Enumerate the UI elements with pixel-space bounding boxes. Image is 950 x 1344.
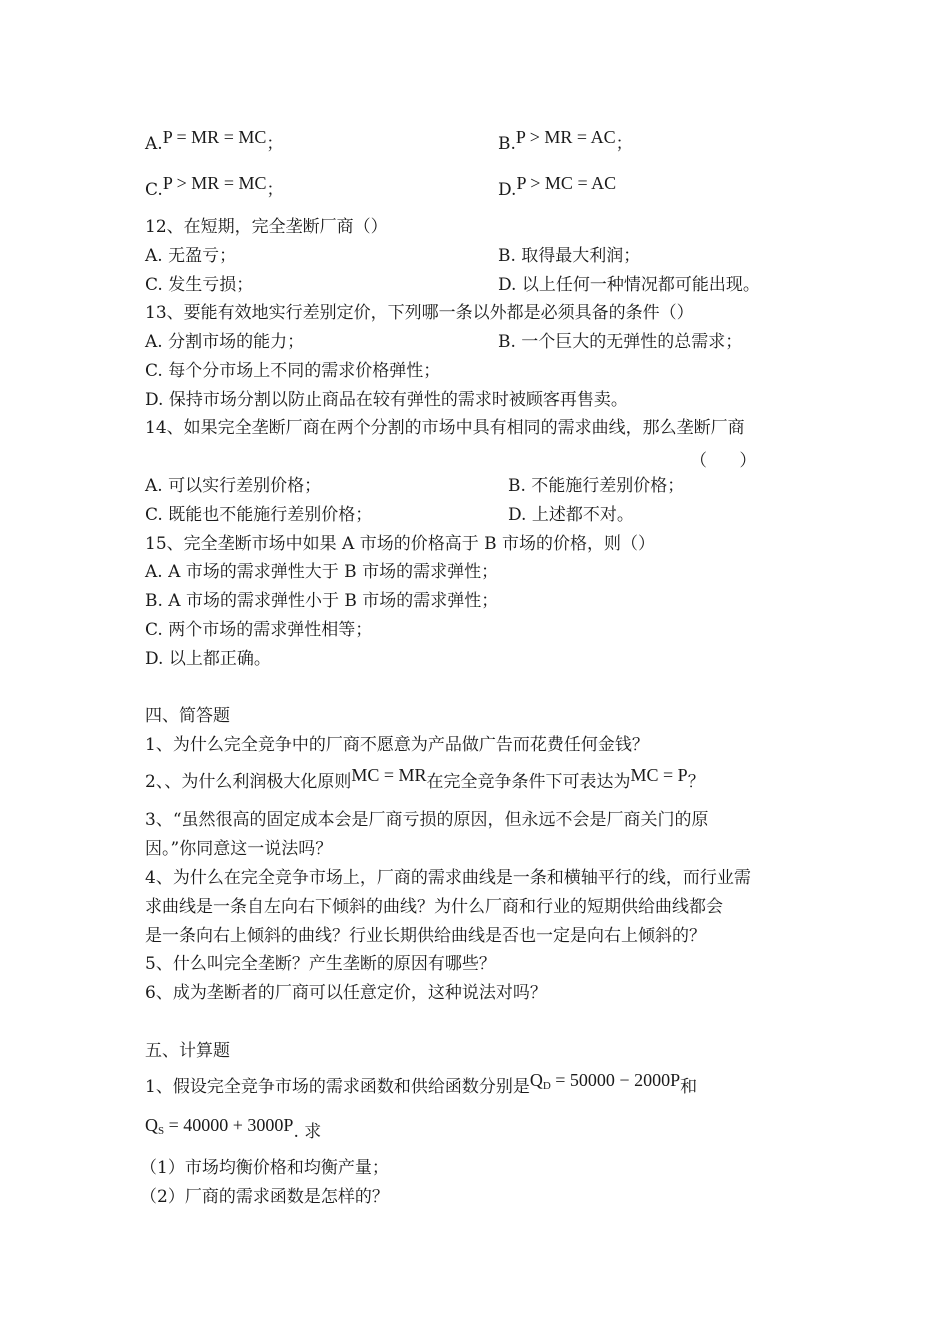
- q12-option-b: B. 取得最大利润；: [498, 246, 641, 266]
- section-5-q1-line2: [145, 1115, 322, 1145]
- section-4-title: 四、简答题: [145, 706, 230, 726]
- section-4-q3-line1: 3、“虽然很高的固定成本会是厂商亏损的原因，但永远不会是厂商关门的原: [145, 810, 709, 830]
- formula: P = MR = MC: [162, 127, 267, 147]
- formula: P > MR = AC: [515, 127, 616, 147]
- q13-option-d: D. 保持市场分割以防止商品在较有弹性的需求时被顾客再售卖。: [145, 390, 628, 410]
- q14-answer-blank: （ ）: [690, 451, 757, 471]
- option-prefix: A.: [145, 134, 163, 154]
- option-suffix: ；: [266, 134, 284, 154]
- formula: MC = P: [630, 765, 688, 785]
- section-4-q1: 1、为什么完全竞争中的厂商不愿意为产品做广告而花费任何金钱？: [145, 735, 649, 755]
- section-4-q4-line2: 求曲线是一条自左向右下倾斜的曲线？为什么厂商和行业的短期供给曲线都会: [145, 897, 723, 917]
- question-text: 和: [680, 1077, 698, 1097]
- section-5-q1-sub2: （2）厂商的需求函数是怎样的？: [140, 1187, 389, 1207]
- q13-option-b: B. 一个巨大的无弹性的总需求；: [498, 332, 743, 352]
- formula: P > MR = MC: [162, 173, 267, 193]
- section-4-q5: 5、什么叫完全垄断？产生垄断的原因有哪些？: [145, 954, 496, 974]
- formula: P > MC = AC: [516, 173, 617, 193]
- q11-option-a: [145, 127, 284, 155]
- formula-symbol: Q: [145, 1115, 158, 1135]
- section-4-q2: [145, 765, 705, 793]
- q14-option-a: A. 可以实行差别价格；: [145, 476, 322, 496]
- q15-option-c: C. 两个市场的需求弹性相等；: [145, 620, 373, 640]
- section-5-q1-line1: [145, 1070, 698, 1100]
- q14-stem: 14、如果完全垄断厂商在两个分割的市场中具有相同的需求曲线，那么垄断厂商: [145, 418, 745, 438]
- formula-subscript: S: [158, 1125, 165, 1137]
- formula-symbol: Q: [529, 1070, 543, 1090]
- q14-option-c: C. 既能也不能施行差别价格；: [145, 505, 373, 525]
- formula-body: = 50000 − 2000P: [550, 1070, 681, 1090]
- section-5-title: 五、计算题: [145, 1041, 230, 1061]
- q13-stem: 13、要能有效地实行差别定价，下列哪一条以外都是必须具备的条件（）: [145, 303, 694, 323]
- option-suffix: ；: [266, 180, 284, 200]
- formula-body: = 40000 + 3000P: [164, 1115, 294, 1135]
- section-4-q4-line3: 是一条向右上倾斜的曲线？行业长期供给曲线是否也一定是向右上倾斜的？: [145, 926, 706, 946]
- q15-option-d: D. 以上都正确。: [145, 649, 271, 669]
- q11-option-c: [145, 173, 284, 201]
- supply-function-formula: [145, 1115, 293, 1135]
- section-5-q1-sub1: （1）市场均衡价格和均衡产量；: [140, 1158, 389, 1178]
- q11-option-b: [498, 127, 633, 155]
- q12-stem: 12、在短期，完全垄断厂商（）: [145, 217, 388, 237]
- option-prefix: D.: [498, 180, 517, 200]
- question-text: 1、假设完全竞争市场的需求函数和供给函数分别是: [145, 1077, 530, 1097]
- q12-option-a: A. 无盈亏；: [145, 246, 237, 266]
- question-text: . 求: [293, 1122, 322, 1142]
- question-text: 2、、为什么利润极大化原则: [145, 772, 352, 792]
- q12-option-c: C. 发生亏损；: [145, 275, 254, 295]
- section-4-q3-line2: 因。”你同意这一说法吗？: [145, 839, 333, 859]
- option-suffix: ；: [615, 134, 633, 154]
- q15-stem: 15、完全垄断市场中如果 A 市场的价格高于 B 市场的价格，则（）: [145, 534, 656, 554]
- q15-option-b: B. A 市场的需求弹性小于 B 市场的需求弹性；: [145, 591, 499, 611]
- q13-option-c: C. 每个分市场上不同的需求价格弹性；: [145, 361, 441, 381]
- q11-option-d: [498, 173, 617, 201]
- option-prefix: C.: [145, 180, 163, 200]
- q15-option-a: A. A 市场的需求弹性大于 B 市场的需求弹性；: [145, 562, 499, 582]
- q14-option-d: D. 上述都不对。: [508, 505, 634, 525]
- question-text: 在完全竞争条件下可表达为: [426, 772, 631, 792]
- section-4-q6: 6、成为垄断者的厂商可以任意定价，这种说法对吗？: [145, 983, 547, 1003]
- section-4-q4-line1: 4、为什么在完全竞争市场上，厂商的需求曲线是一条和横轴平行的线，而行业需: [145, 868, 751, 888]
- option-prefix: B.: [498, 134, 516, 154]
- demand-function-formula: [530, 1070, 680, 1090]
- question-text: ？: [687, 772, 705, 792]
- q13-option-a: A. 分割市场的能力；: [145, 332, 305, 352]
- q14-option-b: B. 不能施行差别价格；: [508, 476, 685, 496]
- formula: MC = MR: [351, 765, 427, 785]
- q12-option-d: D. 以上任何一种情况都可能出现。: [498, 275, 760, 295]
- formula-subscript: D: [542, 1080, 551, 1092]
